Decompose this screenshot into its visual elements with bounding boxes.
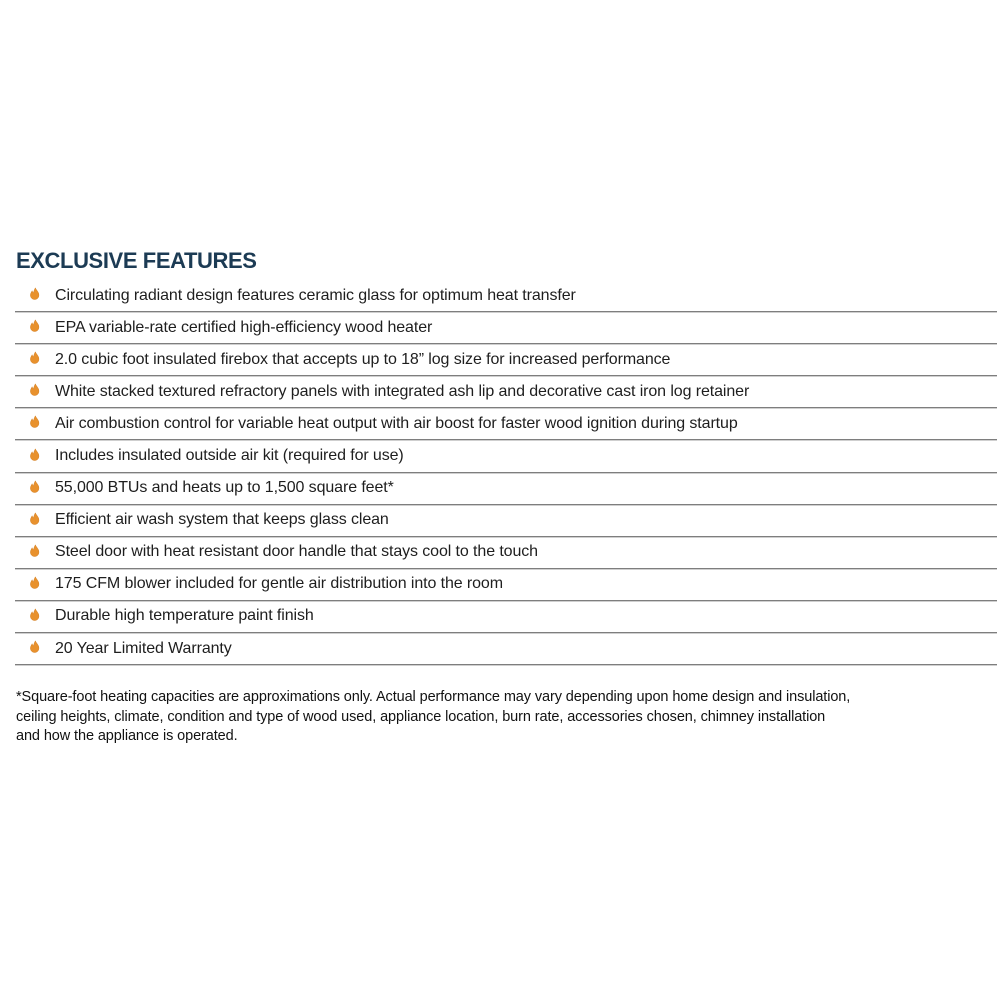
feature-text: 175 CFM blower included for gentle air distribution into the room: [55, 575, 503, 593]
footnote-line: and how the appliance is operated.: [16, 728, 238, 745]
footnote-line: ceiling heights, climate, condition and type of wood used, appliance location, burn rate, accessories chosen, chimney installation: [16, 708, 826, 725]
feature-row: [15, 344, 997, 376]
flame-icon: [27, 287, 41, 305]
flame-icon: [27, 511, 41, 529]
flame-icon: [27, 351, 41, 369]
feature-row: [15, 312, 997, 344]
feature-row: [15, 408, 997, 440]
flame-icon: [27, 479, 41, 497]
feature-text: White stacked textured refractory panels with integrated ash lip and decorative cast iron log retainer: [55, 382, 750, 400]
flame-icon: [27, 575, 41, 593]
feature-text: Efficient air wash system that keeps glass clean: [55, 511, 389, 529]
feature-text: 2.0 cubic foot insulated firebox that accepts up to 18” log size for increased performance: [55, 350, 671, 368]
footnote: [16, 688, 997, 747]
feature-list: [15, 280, 997, 665]
feature-row: [15, 505, 997, 537]
flame-icon: [27, 447, 41, 465]
feature-row: [15, 537, 997, 569]
page-title: EXCLUSIVE FEATURES: [16, 248, 257, 273]
feature-text: Circulating radiant design features ceramic glass for optimum heat transfer: [55, 286, 576, 304]
feature-row: [15, 440, 997, 472]
feature-row: [15, 601, 997, 633]
flame-icon: [27, 607, 41, 625]
feature-row: [15, 376, 997, 408]
feature-text: Durable high temperature paint finish: [55, 607, 314, 625]
feature-row: [15, 633, 997, 665]
flame-icon: [27, 543, 41, 561]
flame-icon: [27, 319, 41, 337]
feature-row: [15, 280, 997, 312]
feature-row: [15, 569, 997, 601]
feature-text: 55,000 BTUs and heats up to 1,500 square feet*: [55, 479, 394, 497]
feature-text: Air combustion control for variable heat output with air boost for faster wood ignition during startup: [55, 414, 738, 432]
feature-text: Includes insulated outside air kit (required for use): [55, 447, 404, 465]
flame-icon: [27, 415, 41, 433]
feature-row: [15, 473, 997, 505]
footnote-line: *Square-foot heating capacities are approximations only. Actual performance may vary depending upon home design and insulation,: [16, 689, 851, 706]
flame-icon: [27, 383, 41, 401]
feature-text: Steel door with heat resistant door handle that stays cool to the touch: [55, 543, 538, 561]
feature-sheet-content: [15, 248, 997, 747]
feature-text: EPA variable-rate certified high-efficiency wood heater: [55, 318, 433, 336]
feature-text: 20 Year Limited Warranty: [55, 639, 232, 657]
flame-icon: [27, 640, 41, 658]
